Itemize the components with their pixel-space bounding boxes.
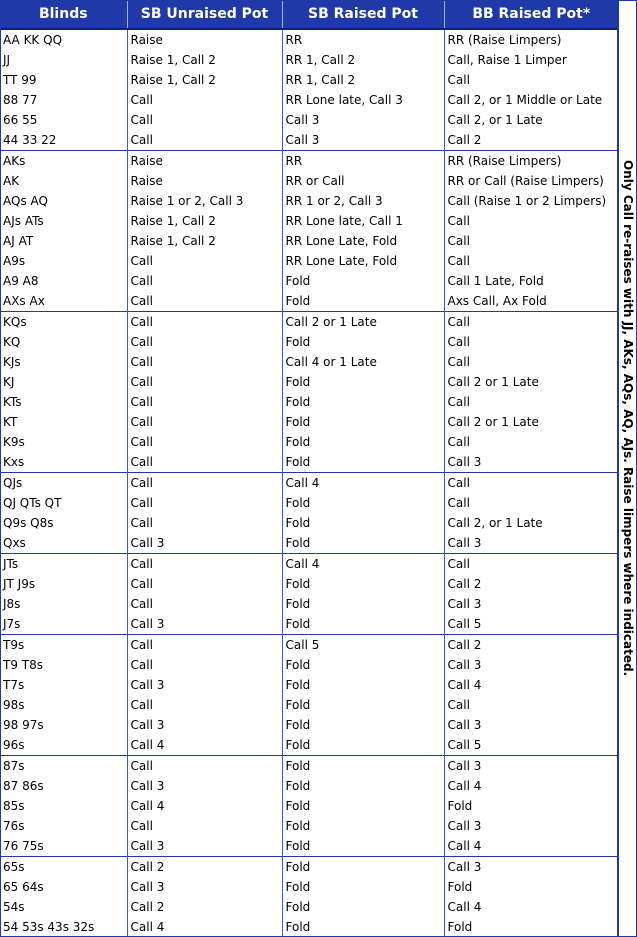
table-row: [0, 614, 618, 635]
sb-raised-cell: Fold: [282, 857, 444, 878]
table-row: [0, 211, 618, 231]
sb-unraised-cell: Call: [127, 90, 282, 110]
sb-raised-cell: Fold: [282, 594, 444, 614]
table-row: [0, 110, 618, 130]
sb-unraised-cell: Call: [127, 452, 282, 473]
table-row: [0, 836, 618, 857]
table-row: [0, 675, 618, 695]
sb-raised-cell: RR 1 or 2, Call 3: [282, 191, 444, 211]
hand-cell: QJ QTs QT: [0, 493, 127, 513]
table-row: [0, 655, 618, 675]
sb-raised-cell: Fold: [282, 796, 444, 816]
sb-unraised-cell: Call: [127, 473, 282, 494]
sb-unraised-cell: Raise 1, Call 2: [127, 70, 282, 90]
hand-cell: AJs ATs: [0, 211, 127, 231]
sb-unraised-cell: Raise 1, Call 2: [127, 211, 282, 231]
sb-raised-cell: Call 5: [282, 635, 444, 656]
sb-unraised-cell: Raise 1 or 2, Call 3: [127, 191, 282, 211]
table-row: [0, 715, 618, 735]
table-row: [0, 151, 618, 172]
sb-raised-cell: Fold: [282, 533, 444, 554]
sb-unraised-cell: Call 3: [127, 715, 282, 735]
hand-cell: 65 64s: [0, 877, 127, 897]
sb-unraised-cell: Call: [127, 291, 282, 312]
hand-cell: 76s: [0, 816, 127, 836]
table-row: [0, 756, 618, 777]
bb-raised-cell: Call 2 or 1 Late: [447, 415, 539, 429]
sb-raised-cell: RR: [282, 29, 444, 50]
sb-unraised-cell: Call: [127, 312, 282, 333]
bb-raised-cell: Call 5: [447, 617, 482, 631]
sb-unraised-cell: Call: [127, 594, 282, 614]
sb-raised-cell: Call 3: [282, 110, 444, 130]
sb-raised-cell: Call 2 or 1 Late: [282, 312, 444, 333]
table-row: [0, 29, 618, 50]
bb-raised-cell: Fold: [447, 920, 473, 934]
sb-raised-cell: Fold: [282, 735, 444, 756]
sb-unraised-cell: Call 2: [127, 897, 282, 917]
sb-raised-cell: RR: [282, 151, 444, 172]
sb-raised-cell: Fold: [282, 452, 444, 473]
table-row: [0, 452, 618, 473]
sb-raised-cell: Fold: [282, 877, 444, 897]
sb-raised-cell: RR Lone Late, Fold: [282, 251, 444, 271]
bb-raised-cell: Call 2, or 1 Late: [447, 516, 543, 530]
sb-unraised-cell: Raise: [127, 171, 282, 191]
hand-cell: J7s: [0, 614, 127, 635]
bb-raised-cell: Call 3: [447, 718, 482, 732]
bb-raised-cell: Call 2, or 1 Middle or Late: [447, 93, 603, 107]
sb-raised-cell: RR Lone late, Call 3: [282, 90, 444, 110]
sb-raised-cell: Fold: [282, 513, 444, 533]
bb-raised-cell: RR (Raise Limpers): [444, 151, 618, 172]
hand-cell: 76 75s: [0, 836, 127, 857]
bb-raised-cell: Call 3: [447, 819, 482, 833]
table-row: [0, 50, 618, 70]
hand-cell: 66 55: [0, 110, 127, 130]
hand-cell: 44 33 22: [0, 130, 127, 151]
table-row: [0, 735, 618, 756]
sb-raised-cell: Fold: [282, 816, 444, 836]
hand-cell: Kxs: [0, 452, 127, 473]
sb-raised-cell: Call 4: [282, 554, 444, 575]
header-row: [0, 0, 618, 29]
sb-unraised-cell: Call: [127, 412, 282, 432]
sb-raised-cell: Fold: [282, 614, 444, 635]
sb-raised-cell: Call 3: [282, 130, 444, 151]
table-row: [0, 816, 618, 836]
table-row: [0, 312, 618, 333]
bb-raised-cell: Call 2, or 1 Late: [447, 113, 543, 127]
sb-unraised-cell: Call: [127, 251, 282, 271]
bb-raised-cell: Call 2 or 1 Late: [447, 375, 539, 389]
bb-raised-cell: Call: [447, 435, 470, 449]
table-row: [0, 574, 618, 594]
table-row: [0, 412, 618, 432]
sb-raised-cell: RR Lone Late, Fold: [282, 231, 444, 251]
table-row: [0, 635, 618, 656]
table-row: [0, 90, 618, 110]
table-row: [0, 130, 618, 151]
bb-raised-cell: Call 2: [447, 133, 482, 147]
sb-raised-cell: Fold: [282, 695, 444, 715]
bb-raised-cell: Axs Call, Ax Fold: [447, 294, 547, 308]
hand-cell: KJ: [0, 372, 127, 392]
hand-cell: AQs AQ: [0, 191, 127, 211]
header-sb-raised-pot: SB Raised Pot: [282, 0, 444, 29]
bb-raised-cell: Call: [447, 698, 470, 712]
bb-raised-cell: Call 5: [447, 738, 482, 752]
table-row: [0, 897, 618, 917]
table-row: [0, 877, 618, 897]
header-blinds: Blinds: [0, 0, 127, 29]
hand-cell: Qxs: [0, 533, 127, 554]
bb-raised-cell: Call: [447, 335, 470, 349]
hand-cell: 54 53s 43s 32s: [0, 917, 127, 937]
table-row: [0, 332, 618, 352]
table-row: [0, 776, 618, 796]
sb-unraised-cell: Raise 1, Call 2: [127, 50, 282, 70]
table-row: [0, 352, 618, 372]
sb-unraised-cell: Call 4: [127, 735, 282, 756]
table-row: [0, 231, 618, 251]
header-sb-unraised-pot: SB Unraised Pot: [127, 0, 282, 29]
hand-cell: KT: [0, 412, 127, 432]
hand-cell: AA KK QQ: [0, 29, 127, 50]
sb-unraised-cell: Raise 1, Call 2: [127, 231, 282, 251]
sb-raised-cell: RR 1, Call 2: [282, 50, 444, 70]
sb-raised-cell: Fold: [282, 715, 444, 735]
hand-cell: KQ: [0, 332, 127, 352]
bb-raised-cell: RR or Call (Raise Limpers): [447, 174, 604, 188]
sb-unraised-cell: Call 3: [127, 533, 282, 554]
hand-cell: AK: [0, 171, 127, 191]
header-bb-raised-pot: BB Raised Pot*: [444, 0, 618, 29]
bb-raised-cell: Call 3: [447, 536, 482, 550]
sb-unraised-cell: Call: [127, 695, 282, 715]
table-row: [0, 513, 618, 533]
sb-unraised-cell: Call 3: [127, 675, 282, 695]
sb-unraised-cell: Call: [127, 493, 282, 513]
bb-raised-cell: Call, Raise 1 Limper: [447, 53, 567, 67]
bb-raised-cell: Call 3: [447, 455, 482, 469]
sb-unraised-cell: Call: [127, 554, 282, 575]
table-row: [0, 594, 618, 614]
hand-cell: 98s: [0, 695, 127, 715]
sb-raised-cell: Fold: [282, 655, 444, 675]
bb-raised-cell: Call 4: [447, 779, 482, 793]
hand-cell: 65s: [0, 857, 127, 878]
bb-raised-cell: Fold: [447, 799, 473, 813]
side-note: Only Call re-raises with JJ, AKs, AQs, AQ, AJs. Raise limpers where indicated.: [621, 160, 635, 677]
sb-raised-cell: Fold: [282, 291, 444, 312]
table-row: [0, 171, 618, 191]
sb-raised-cell: RR 1, Call 2: [282, 70, 444, 90]
bb-raised-cell: Call 3: [444, 756, 618, 777]
sb-unraised-cell: Raise: [127, 29, 282, 50]
bb-raised-cell: Call 3: [444, 857, 618, 878]
sb-raised-cell: RR Lone late, Call 1: [282, 211, 444, 231]
sb-raised-cell: Fold: [282, 271, 444, 291]
sb-unraised-cell: Call: [127, 372, 282, 392]
sb-unraised-cell: Call: [127, 432, 282, 452]
sb-raised-cell: Fold: [282, 432, 444, 452]
hand-cell: KQs: [0, 312, 127, 333]
sb-raised-cell: Call 4 or 1 Late: [282, 352, 444, 372]
bb-raised-cell: Call: [444, 473, 618, 494]
bb-raised-cell: Call: [444, 312, 618, 333]
sb-unraised-cell: Call 3: [127, 776, 282, 796]
sb-raised-cell: Fold: [282, 675, 444, 695]
table-row: [0, 432, 618, 452]
sb-unraised-cell: Call 4: [127, 917, 282, 937]
sb-raised-cell: Fold: [282, 776, 444, 796]
hand-cell: JTs: [0, 554, 127, 575]
bb-raised-cell: Call: [447, 214, 470, 228]
hand-cell: T9s: [0, 635, 127, 656]
hand-cell: 87 86s: [0, 776, 127, 796]
bb-raised-cell: Call 2: [444, 635, 618, 656]
sb-unraised-cell: Call 3: [127, 614, 282, 635]
hand-cell: KTs: [0, 392, 127, 412]
sb-raised-cell: Fold: [282, 917, 444, 937]
hand-cell: JT J9s: [0, 574, 127, 594]
bb-raised-cell: Call (Raise 1 or 2 Limpers): [447, 194, 607, 208]
hand-cell: KJs: [0, 352, 127, 372]
hand-cell: TT 99: [0, 70, 127, 90]
table-row: [0, 372, 618, 392]
bb-raised-cell: Call 3: [447, 658, 482, 672]
sb-unraised-cell: Call: [127, 635, 282, 656]
sb-unraised-cell: Call 2: [127, 857, 282, 878]
sb-unraised-cell: Call: [127, 110, 282, 130]
sb-unraised-cell: Call: [127, 574, 282, 594]
sb-unraised-cell: Call 3: [127, 836, 282, 857]
sb-raised-cell: Fold: [282, 493, 444, 513]
table-row: [0, 554, 618, 575]
sb-unraised-cell: Call: [127, 513, 282, 533]
bb-raised-cell: Call: [447, 254, 470, 268]
sb-unraised-cell: Call: [127, 271, 282, 291]
sb-unraised-cell: Call: [127, 756, 282, 777]
sb-unraised-cell: Call: [127, 352, 282, 372]
bb-raised-cell: Call: [447, 355, 470, 369]
sb-raised-cell: Fold: [282, 412, 444, 432]
sb-raised-cell: Fold: [282, 756, 444, 777]
hand-cell: 54s: [0, 897, 127, 917]
table-row: [0, 251, 618, 271]
table-row: [0, 271, 618, 291]
sb-raised-cell: Fold: [282, 372, 444, 392]
sb-unraised-cell: Call: [127, 655, 282, 675]
sb-raised-cell: RR or Call: [282, 171, 444, 191]
sb-unraised-cell: Call: [127, 130, 282, 151]
hand-cell: 98 97s: [0, 715, 127, 735]
hand-cell: AXs Ax: [0, 291, 127, 312]
hand-cell: 87s: [0, 756, 127, 777]
hand-cell: K9s: [0, 432, 127, 452]
bb-raised-cell: Call: [444, 554, 618, 575]
hand-cell: Q9s Q8s: [0, 513, 127, 533]
table-row: [0, 695, 618, 715]
hand-cell: 96s: [0, 735, 127, 756]
sb-raised-cell: Call 4: [282, 473, 444, 494]
bb-raised-cell: Call: [447, 395, 470, 409]
hand-cell: T7s: [0, 675, 127, 695]
sb-unraised-cell: Call 3: [127, 877, 282, 897]
sb-raised-cell: Fold: [282, 897, 444, 917]
bb-raised-cell: Call 4: [447, 678, 482, 692]
bb-raised-cell: Call 2: [447, 577, 482, 591]
sb-unraised-cell: Call: [127, 392, 282, 412]
table-row: [0, 533, 618, 554]
bb-raised-cell: Call: [447, 73, 470, 87]
sb-unraised-cell: Raise: [127, 151, 282, 172]
bb-raised-cell: Call: [447, 496, 470, 510]
hand-cell: A9s: [0, 251, 127, 271]
hand-cell: JJ: [0, 50, 127, 70]
table-row: [0, 70, 618, 90]
bb-raised-cell: Call 1 Late, Fold: [447, 274, 544, 288]
bb-raised-cell: RR (Raise Limpers): [447, 33, 562, 47]
table-row: [0, 291, 618, 312]
sb-raised-cell: Fold: [282, 574, 444, 594]
bb-raised-cell: Fold: [447, 880, 473, 894]
table-body: [0, 29, 618, 937]
bb-raised-cell: Call: [447, 234, 470, 248]
hand-cell: AKs: [0, 151, 127, 172]
sb-raised-cell: Fold: [282, 332, 444, 352]
table-row: [0, 493, 618, 513]
sb-unraised-cell: Call: [127, 332, 282, 352]
hand-cell: A9 A8: [0, 271, 127, 291]
table-row: [0, 392, 618, 412]
table-row: [0, 796, 618, 816]
hand-cell: T9 T8s: [0, 655, 127, 675]
table-row: [0, 857, 618, 878]
table-row: [0, 191, 618, 211]
hand-cell: AJ AT: [0, 231, 127, 251]
table-row: [0, 917, 618, 937]
hand-cell: QJs: [0, 473, 127, 494]
sb-unraised-cell: Call: [127, 816, 282, 836]
sb-raised-cell: Fold: [282, 836, 444, 857]
hand-cell: 88 77: [0, 90, 127, 110]
table-row: [0, 473, 618, 494]
hand-cell: 85s: [0, 796, 127, 816]
bb-raised-cell: Call 4: [447, 900, 482, 914]
sb-unraised-cell: Call 4: [127, 796, 282, 816]
bb-raised-cell: Call 4: [447, 839, 482, 853]
bb-raised-cell: Call 3: [447, 597, 482, 611]
sb-raised-cell: Fold: [282, 392, 444, 412]
hand-cell: J8s: [0, 594, 127, 614]
